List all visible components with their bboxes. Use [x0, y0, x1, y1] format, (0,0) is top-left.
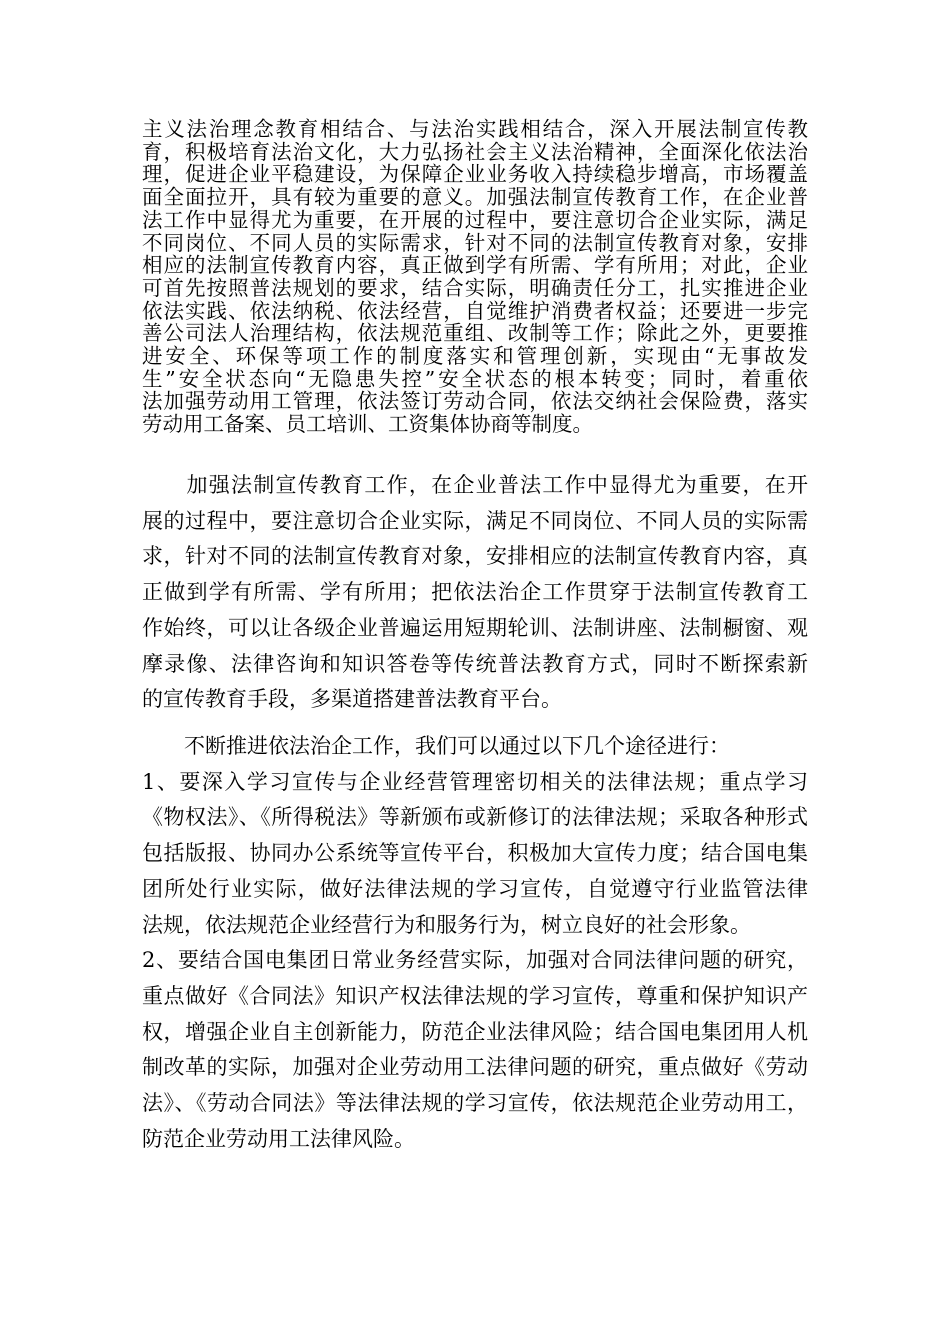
text-line: 的宣传教育手段，多渠道搭建普法教育平台。 — [142, 687, 562, 712]
list-item-2-line: 法》、《劳动合同法》等法律法规的学习宣传，依法规范企业劳动用工， — [142, 1091, 808, 1116]
list-item-2-line: 重点做好《合同法》知识产权法律法规的学习宣传，尊重和保护知识产 — [142, 983, 808, 1008]
paragraph-3 — [142, 729, 808, 1157]
text-line: 生”安全状态向“无隐患失控”安全状态的根本转变；同时，着重依 — [142, 366, 808, 391]
text-line: 相应的法制宣传教育内容，真正做到学有所需、学有所用；对此，企业 — [142, 253, 808, 278]
list-item-1-line: 法规，依法规范企业经营行为和服务行为，树立良好的社会形象。 — [142, 912, 751, 937]
list-item-1-line: 包括版报、协同办公系统等宣传平台，积极加大宣传力度；结合国电集 — [142, 841, 808, 866]
list-item-2-line: 防范企业劳动用工法律风险。 — [142, 1126, 415, 1151]
text-line: 求，针对不同的法制宣传教育对象，安排相应的法制宣传教育内容，真 — [142, 544, 808, 569]
list-item-1-line: 1、要深入学习宣传与企业经营管理密切相关的法律法规；重点学习 — [142, 769, 808, 794]
list-item-2-line: 2、要结合国电集团日常业务经营实际，加强对合同法律问题的研究， — [142, 948, 808, 973]
text-line: 法工作中显得尤为重要，在开展的过程中，要注意切合企业实际，满足 — [142, 207, 808, 232]
paragraph-2 — [142, 468, 808, 718]
text-line: 摩录像、法律咨询和知识答卷等传统普法教育方式，同时不断探索新 — [142, 651, 808, 676]
list-item-2-line: 权，增强企业自主创新能力，防范企业法律风险；结合国电集团用人机 — [142, 1019, 808, 1044]
list-item-2-line: 制改革的实际，加强对企业劳动用工法律问题的研究，重点做好《劳动 — [142, 1055, 808, 1080]
list-item-1-line: 《物权法》、《所得税法》等新颁布或新修订的法律法规；采取各种形式 — [142, 805, 808, 830]
text-line: 加强法制宣传教育工作，在企业普法工作中显得尤为重要，在开 — [142, 473, 808, 497]
text-line: 主义法治理念教育相结合、与法治实践相结合，深入开展法制宣传教 — [142, 117, 808, 141]
text-line: 不同岗位、不同人员的实际需求，针对不同的法制宣传教育对象，安排 — [142, 230, 808, 255]
text-line: 法加强劳动用工管理，依法签订劳动合同，依法交纳社会保险费，落实 — [142, 389, 808, 414]
text-line: 作始终，可以让各级企业普遍运用短期轮训、法制讲座、法制橱窗、观 — [142, 615, 808, 640]
text-line: 面全面拉开，具有较为重要的意义。加强法制宣传教育工作，在企业普 — [142, 185, 808, 210]
text-line: 劳动用工备案、员工培训、工资集体协商等制度。 — [142, 412, 593, 437]
text-line: 善公司法人治理结构，依法规范重组、改制等工作；除此之外，更要推 — [142, 321, 808, 346]
text-line: 理，促进企业平稳建设，为保障企业业务收入持续稳步增高，市场覆盖 — [142, 162, 808, 187]
paragraph-1 — [142, 118, 808, 436]
text-line: 展的过程中，要注意切合企业实际，满足不同岗位、不同人员的实际需 — [142, 508, 808, 533]
list-item-1-line: 团所处行业实际，做好法律法规的学习宣传，自觉遵守行业监管法律 — [142, 876, 808, 901]
text-line: 正做到学有所需、学有所用；把依法治企工作贯穿于法制宣传教育工 — [142, 580, 808, 605]
text-line: 不断推进依法治企工作，我们可以通过以下几个途径进行： — [142, 734, 730, 758]
text-line: 依法实践、依法纳税、依法经营，自觉维护消费者权益；还要进一步完 — [142, 298, 808, 323]
text-line: 可首先按照普法规划的要求，结合实际，明确责任分工，扎实推进企业 — [142, 275, 808, 300]
text-line: 进安全、环保等项工作的制度落实和管理创新，实现由“无事故发 — [142, 344, 808, 369]
text-line: 育，积极培育法治文化，大力弘扬社会主义法治精神，全面深化依法治 — [142, 139, 808, 164]
